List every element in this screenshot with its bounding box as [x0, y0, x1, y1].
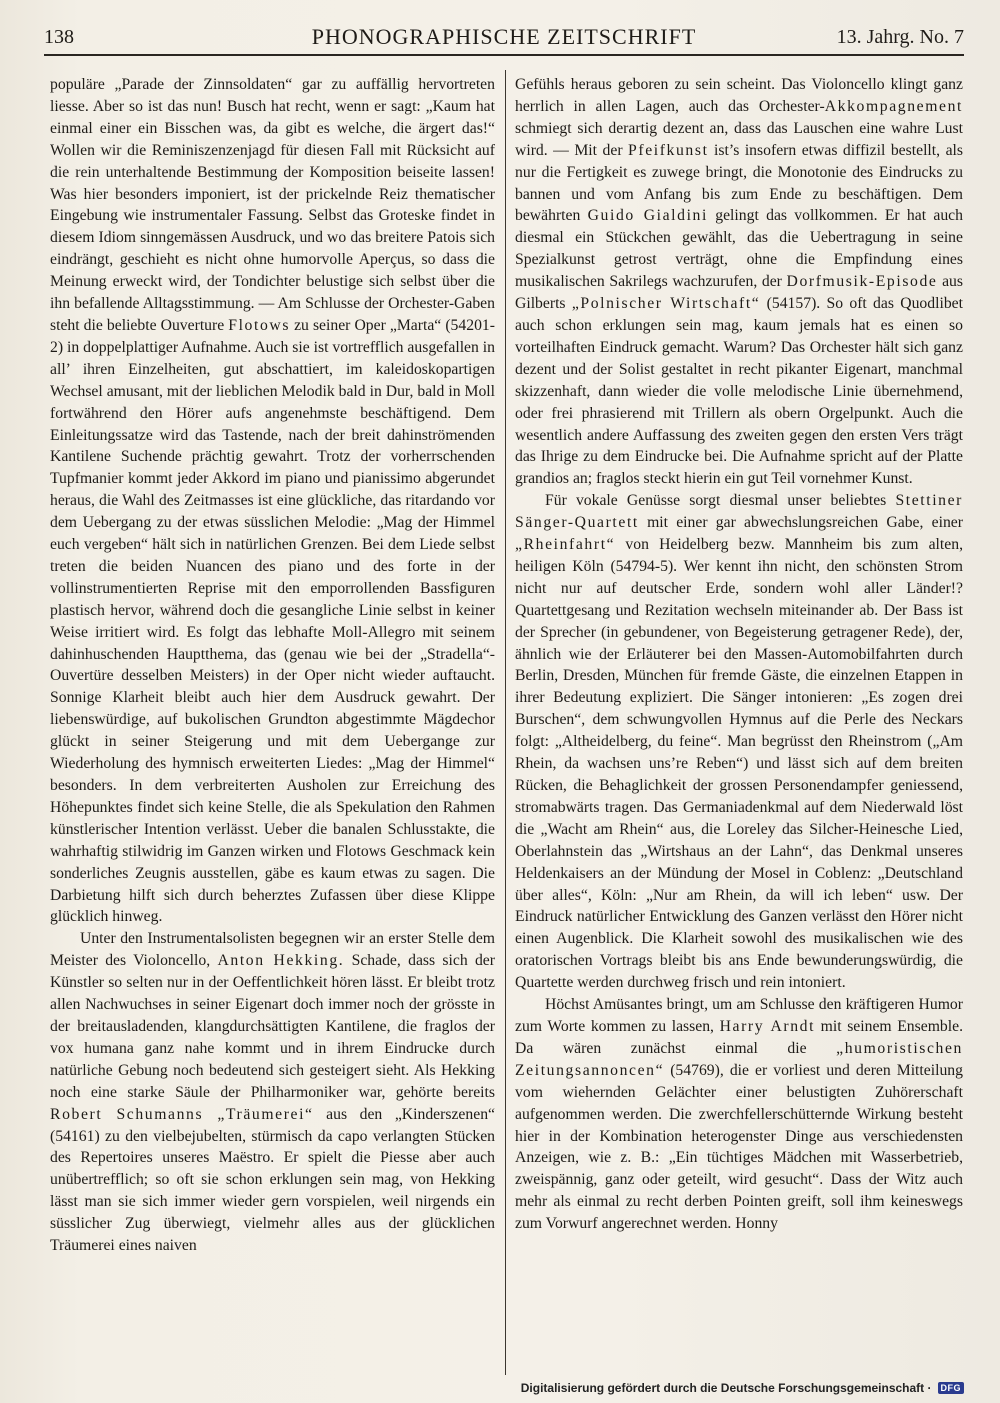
page-number: 138: [44, 26, 74, 48]
column-divider: [505, 70, 506, 1375]
credit-text: Digitalisierung gefördert durch die Deutsche Forschungsgemeinschaft ·: [520, 1381, 932, 1395]
digitization-credit: [521, 1381, 964, 1395]
left-column: [50, 74, 495, 1257]
paragraph: Gefühls heraus geboren zu sein scheint. Das Violoncello klingt ganz herrlich in allen Lagen, auch das Orchester-Akkompagnement schmiegt sich derartig dezent an, dass das Lauschen eine wahre Lust wird. — Mit der Pfeifkunst ist’s insofern etwas diffizil bestellt, als nur die Fertigkeit es zuwege bringt, die Monotonie des Eindrucks zu bannen und vom Anfang bis zum Ende zu beschäftigen. Dem bewährten Guido Gialdini gelingt das vollkommen. Er hat auch diesmal ein Stückchen gewählt, das die Uebertragung in seine Spezialkunst getrost verträgt, ohne die Empfindung eines musikalischen Sakrilegs wachzurufen, der Dorfmusik-Episode aus Gilberts „Polnischer Wirtschaft“ (54157). So oft das Quodlibet auch schon erklungen sein mag, kaum jemals hat es einen so vorteilhaften Eindruck gemacht. Warum? Das Orchester hält sich ganz dezent und der Solist gestaltet in recht pikanter Eigenart, manchmal skizzenhaft, dann wieder die volle melodische Linie übernehmend, oder frei phrasierend mit Trillern als obern Orgelpunkt. Auch die wesentlich andere Auffassung des zweiten gegen den ersten Vers trägt das Ihrige zu dem Eindrucke bei. Die Aufnahme spricht auf der Platte grandios an; fraglos steckt hierin ein gut Teil vornehmer Kunst.: [515, 76, 964, 488]
dfg-logo: DFG: [938, 1382, 965, 1394]
header-rule: [44, 54, 964, 56]
paragraph: Höchst Amüsantes bringt, um am Schlusse den kräftigeren Humor zum Worte kommen zu lassen, Harry Arndt mit seinem Ensemble. Da wären zunächst einmal die „humoristischen Zeitungsannoncen“ (54769), die er vorliest und deren Mitteilung vom wiehernden Gelächter einer belustigten Zuhörerschaft aufgenommen werden. Die zwerchfellerschütternde Wirkung besteht hier in der Kombination heterogenster Dinge aus verschiedensten Anzeigen, wie z. B.: „Ein tüchtiges Mädchen mit Wasserbetrieb, zweispännig, ganz oder geteilt, wird gesucht“. Dass der Witz auch mehr als einmal zu recht derben Pointen greift, soll ihm keineswegs zum Vorwurf angerechnet werden. Honny: [515, 996, 963, 1233]
paragraph: Unter den Instrumentalsolisten begegnen wir an erster Stelle dem Meister des Violoncello, Anton Hekking. Schade, dass sich der Künstler so selten nur in der Oeffentlichkeit hören lässt. Er bleibt trotz allen Nachwuchses in seiner Eigenart doch immer noch der grösste in der breitausladenden, klangdurchsättigten Kantilene, die fraglos der vox humana ganz nahe kommt und in ihrem Eindrucke durch natürliche Gebung noch bedeutend sich gesteigert sieht. Als Hekking noch eine starke Säule der Philharmoniker war, gehörte bereits Robert Schumanns „Träumerei“ aus den „Kinderszenen“ (54161) zu den vielbejubelten, stürmisch da capo verlangten Stücken des Repertoires unseres Maëstro. Er spielt die Piesse aber auch unübertrefflich; so oft sie schon erklungen sein mag, von Hekking lässt man sie sich immer wieder gern vorspielen, weil nirgends ein süsslicher Zug überwiegt, vielmehr alles aus der glücklichen Träumerei eines naiven: [50, 930, 495, 1255]
journal-title: PHONOGRAPHISCHE ZEITSCHRIFT: [311, 24, 697, 49]
paragraph: Für vokale Genüsse sorgt diesmal unser beliebtes Stettiner Sänger-Quartett mit einer gar abwechslungsreichen Gabe, einer „Rheinfahrt“ von Heidelberg bezw. Mannheim bis zum alten, heiligen Köln (54794-5). Wer kennt ihn nicht, den schönsten Strom nicht nur auf deutscher Erde, sondern wohl aller Länder!? Quartettgesang und Rezitation wechseln miteinander ab. Der Bass ist der Sprecher (in gebundener, von Begeisterung getragener Rede), der, ähnlich wie der Erläuterer bei den Massen-Automobilfahrten durch Berlin, Dresden, München für fremde Gäste, die einzelnen Etappen in ihrer Bedeutung expliziert. Die Sänger intonieren: „Es zogen drei Burschen“, dem schwungvollen Hymnus auf die Perle des Neckars folgt: „Altheidelberg, du feine“. Man begrüsst den Rheinstrom („Am Rhein, da wachsen uns’re Reben“) und lässt sich auf dem breiten Rücken, die Behaglichkeit der grossen Personendampfer geniessend, stromabwärts tragen. Das Germaniadenkmal auf dem Niederwald löst die „Wacht am Rhein“ aus, die Loreley das Silcher-Heinesche Lied, Oberlahnstein das „Wirtshaus an der Lahn“, das Denkmal unseres Heldenkaisers an der Mündung der Mosel in Coblenz: „Deutschland über alles“, Köln: „Nur am Rhein, da will ich leben“ usw. Der Eindruck natürlicher Entwicklung des Ganzen verlässt den Hörer nicht einen Augenblick. Die Klarheit sowohl des musikalischen wie des oratorischen Vortrags bleibt bis ans Ende bewunderungswürdig, die Quartette werden durchweg frisch und rein intoniert.: [515, 492, 963, 992]
right-column: [515, 74, 963, 1235]
page-header: [44, 22, 964, 52]
issue-label: 13. Jahrg. No. 7: [836, 26, 964, 48]
paragraph: populäre „Parade der Zinnsoldaten“ gar zu auffällig hervortreten liesse. Aber so ist das nun! Busch hat recht, wenn er sagt: „Kaum hat einmal einer ein Bisschen was, da gibt es welche, die ärgert das!“ Wollen wir die Reminiszenzenjagd für diesen Fall mit Rücksicht auf die rein unterhaltende Bestimmung der Komposition beiseite lassen! Was hier besonders imponiert, ist der prickelnde Reiz thematischer Eingebung wie instrumentaler Fassung. Selbst das Groteske findet in diesem Idiom sinngemässen Ausdruck, und wo das breitere Patois sich eindrängt, geschieht es nicht ohne humorvolle Aperçus, so dass die Meinung erweckt wird, der Tondichter belustige sich selbst über die ihn befallende Alltagsstimmung. — Am Schlusse der Orchester-Gaben steht die beliebte Ouverture Flotows zu seiner Oper „Marta“ (54201-2) in doppelplattiger Aufnahme. Auch sie ist vortrefflich ausgefallen in all’ ihren Einzelheiten, gut abschattiert, im kaleidoskopartigen Wechsel amusant, mit der lieblichen Melodik bald in Dur, bald in Moll fortwährend den Hörer aufs angenehmste beschäftigend. Dem Einleitungssatze wird das Tastende, nach der breit dahinströmenden Kantilene Suchende prächtig gewahrt. Trotz der vorherrschenden Tupfmanier kommt jeder Akkord im piano und pianissimo abgerundet heraus, die Wahl des Zeitmasses ist eine glückliche, das ritardando vor dem Uebergang zu der etwas süsslichen Melodie: „Mag der Himmel euch vergeben“ hält sich in natürlichen Grenzen. Bei dem Liede selbst treten die beiden Nuancen des piano und des forte in der vollinstrumentierten Reprise mit den emporrollenden Bassfiguren plastisch hervor, während doch die gesangliche Linie selbst in keiner Weise irritiert wird. Es folgt das lebhafte Moll-Allegro mit seinem dahinhuschenden Hauptthema, das (genau wie bei der „Stradella“-Ouvertüre desselben Meisters) in der Oper nicht wieder auftaucht. Sonnige Klarheit bleibt auch hier dem Ausdruck gewahrt. Der liebenswürdige, auf bukolischen Grundton abgestimmte Mägdechor glückt in seiner Steigerung und mit dem Uebergange zur Wiederholung des hymnisch erweiterten Liedes: „Mag der Himmel“ besonders. In dem verbreiterten Ausholen zur Erreichung des Höhepunktes findet sich keine Stelle, die als Spekulation den Rahmen künstlerischer Intention verlässt. Ueber die banalen Schlusstakte, die wahrhaftig stilwidrig im Ganzen wirken und Flotows Geschmack kein sonderliches Zeugnis ausstellen, gäbe es kaum etwas zu sagen. Die Darbietung hilft sich durch beherztes Zufassen über diese Klippe glücklich hinweg.: [50, 76, 495, 926]
